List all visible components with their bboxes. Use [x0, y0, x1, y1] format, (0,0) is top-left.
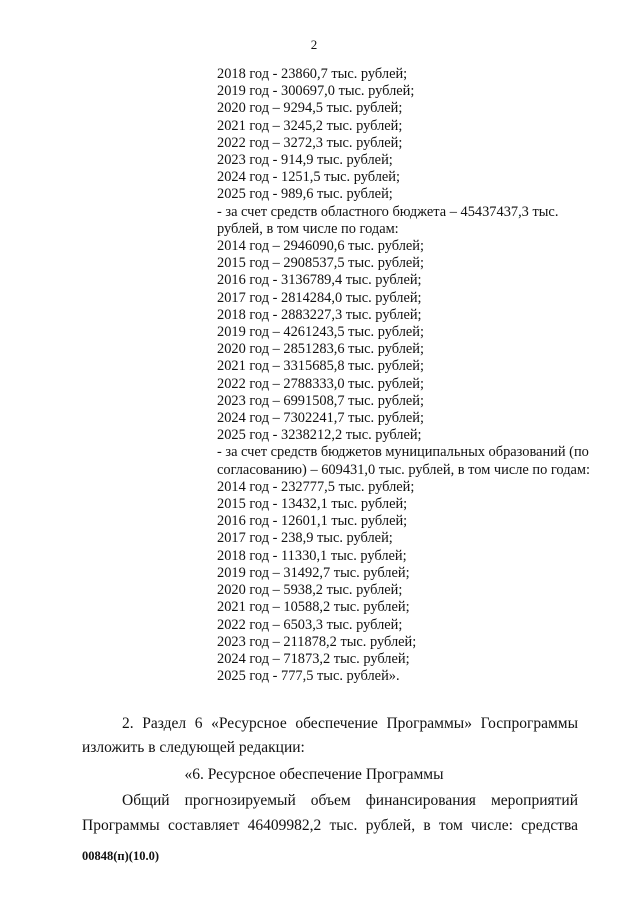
year-line: 2016 год - 3136789,4 тыс. рублей; [217, 272, 422, 289]
year-line: 2024 год – 7302241,7 тыс. рублей; [217, 410, 424, 427]
year-line: 2023 год - 914,9 тыс. рублей; [217, 152, 393, 169]
year-line: 2020 год – 5938,2 тыс. рублей; [217, 582, 403, 599]
regional-budget-intro: - за счет средств областного бюджета – 45437437,3 тыс. рублей, в том числе по годам: [217, 203, 559, 237]
year-line: 2018 год - 11330,1 тыс. рублей; [217, 547, 407, 564]
year-line: 2019 год – 31492,7 тыс. рублей; [217, 564, 410, 581]
year-line: 2015 год – 2908537,5 тыс. рублей; [217, 255, 424, 272]
regional-years-list [217, 238, 593, 444]
year-line: 2019 год – 4261243,5 тыс. рублей; [217, 324, 424, 341]
federal-years-list [217, 66, 593, 204]
year-line: 2022 год – 6503,3 тыс. рублей; [217, 616, 403, 633]
item-2-line-2: изложить в следующей редакции: [82, 739, 305, 756]
page-number: 2 [310, 37, 318, 52]
year-line: 2014 год - 232777,5 тыс. рублей; [217, 478, 415, 495]
year-line: 2021 год – 10588,2 тыс. рублей; [217, 599, 410, 616]
year-line: 2025 год - 3238212,2 тыс. рублей; [217, 427, 422, 444]
year-line: 2014 год – 2946090,6 тыс. рублей; [217, 238, 424, 255]
year-line: 2023 год – 211878,2 тыс. рублей; [217, 633, 417, 650]
funding-block [217, 66, 593, 685]
year-line: 2024 год - 1251,5 тыс. рублей; [217, 169, 400, 186]
year-line: 2021 год – 3245,2 тыс. рублей; [217, 117, 403, 134]
year-line: 2024 год – 71873,2 тыс. рублей; [217, 650, 410, 667]
year-line: 2025 год - 777,5 тыс. рублей». [217, 668, 400, 685]
year-line: 2018 год - 23860,7 тыс. рублей; [217, 66, 408, 82]
section-heading: «6. Ресурсное обеспечение Программы [184, 766, 444, 783]
section-para-line-2: Программы составляет 46409982,2 тыс. рублей, в том числе: средства [82, 817, 578, 834]
year-line: 2020 год – 2851283,6 тыс. рублей; [217, 341, 424, 358]
year-line: 2015 год - 13432,1 тыс. рублей; [217, 496, 408, 513]
year-line: 2018 год - 2883227,3 тыс. рублей; [217, 306, 422, 323]
year-line: 2021 год – 3315685,8 тыс. рублей; [217, 358, 424, 375]
year-line: 2016 год - 12601,1 тыс. рублей; [217, 513, 408, 530]
item-2-line-1: 2. Раздел 6 «Ресурсное обеспечение Программы» Госпрограммы [122, 715, 578, 732]
year-line: 2020 год – 9294,5 тыс. рублей; [217, 100, 403, 117]
section-para-line-1: Общий прогнозируемый объем финансирования мероприятий [122, 792, 578, 809]
municipal-years-list [217, 479, 593, 685]
year-line: 2022 год – 2788333,0 тыс. рублей; [217, 375, 424, 392]
year-line: 2023 год – 6991508,7 тыс. рублей; [217, 392, 424, 409]
document-code: 00848(п)(10.0) [82, 849, 159, 863]
year-line: 2017 год - 2814284,0 тыс. рублей; [217, 289, 422, 306]
year-line: 2022 год – 3272,3 тыс. рублей; [217, 134, 403, 151]
year-line: 2017 год - 238,9 тыс. рублей; [217, 530, 393, 547]
municipal-budget-intro: - за счет средств бюджетов муниципальных образований (по согласованию) – 609431,0 тыс. рублей, в том числе по годам: [217, 444, 591, 478]
year-line: 2025 год - 989,6 тыс. рублей; [217, 186, 393, 203]
year-line: 2019 год - 300697,0 тыс. рублей; [217, 83, 415, 100]
